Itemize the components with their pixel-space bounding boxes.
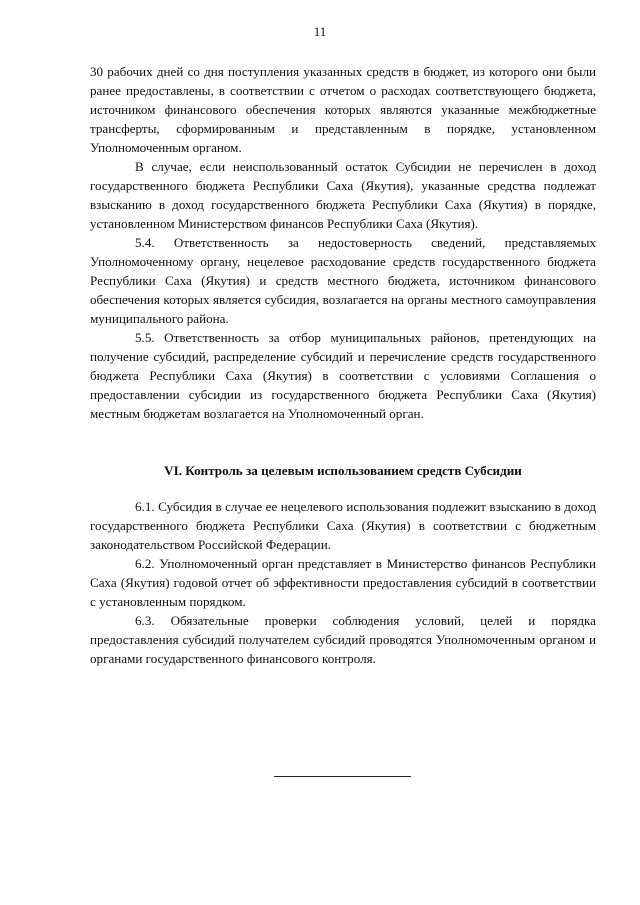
document-body <box>90 62 596 668</box>
paragraph-unused-balance: В случае, если неиспользованный остаток Субсидии не перечислен в доход государственного бюджета Республики Саха (Якутия), указанные средства подлежат взысканию в доход государственного бюджета Республики Саха (Якутия) в порядке, установленном Министерством финансов Республики Саха (Якутия). <box>90 159 596 231</box>
paragraph-6-2: 6.2. Уполномоченный орган представляет в Министерство финансов Республики Саха (Якутия) годовой отчет об эффективности предоставления субсидий в соответствии с установленным порядком. <box>90 556 596 609</box>
end-of-document-rule <box>274 776 411 777</box>
paragraph-5-5: 5.5. Ответственность за отбор муниципальных районов, претендующих на получение субсидий, распределение субсидий и перечисление средств государственного бюджета Республики Саха (Якутия) в соответствии с условиями Соглашения о предоставлении субсидии из государственного бюджета Республики Саха (Якутия) местным бюджетам возлагается на Уполномоченный орган. <box>90 330 596 421</box>
paragraph-6-3: 6.3. Обязательные проверки соблюдения условий, целей и порядка предоставления субсидий получателем субсидий проводятся Уполномоченным органом и органами государственного финансового контроля. <box>90 613 596 666</box>
paragraph-6-1: 6.1. Субсидия в случае ее нецелевого использования подлежит взысканию в доход государственного бюджета Республики Саха (Якутия) в соответствии с бюджетным законодательством Российской Федерации. <box>90 499 596 552</box>
paragraph-5-4: 5.4. Ответственность за недостоверность сведений, представляемых Уполномоченному органу, нецелевое расходование средств государственного бюджета Республики Саха (Якутия) и средств местного бюджета, источником финансового обеспечения которых является субсидия, возлагается на органы местного самоуправления муниципального района. <box>90 235 596 326</box>
page-number: 11 <box>313 24 327 39</box>
paragraph-continuation: 30 рабочих дней со дня поступления указанных средств в бюджет, из которого они были ранее предоставлены, в соответствии с отчетом о расходах соответствующего бюджета, источником финансового обеспечения которых являются указанные межбюджетные трансферты, сформированным и представленным в порядке, установленном Уполномоченным органом. <box>90 64 596 155</box>
section-heading-vi: VI. Контроль за целевым использованием средств Субсидии <box>164 463 522 478</box>
